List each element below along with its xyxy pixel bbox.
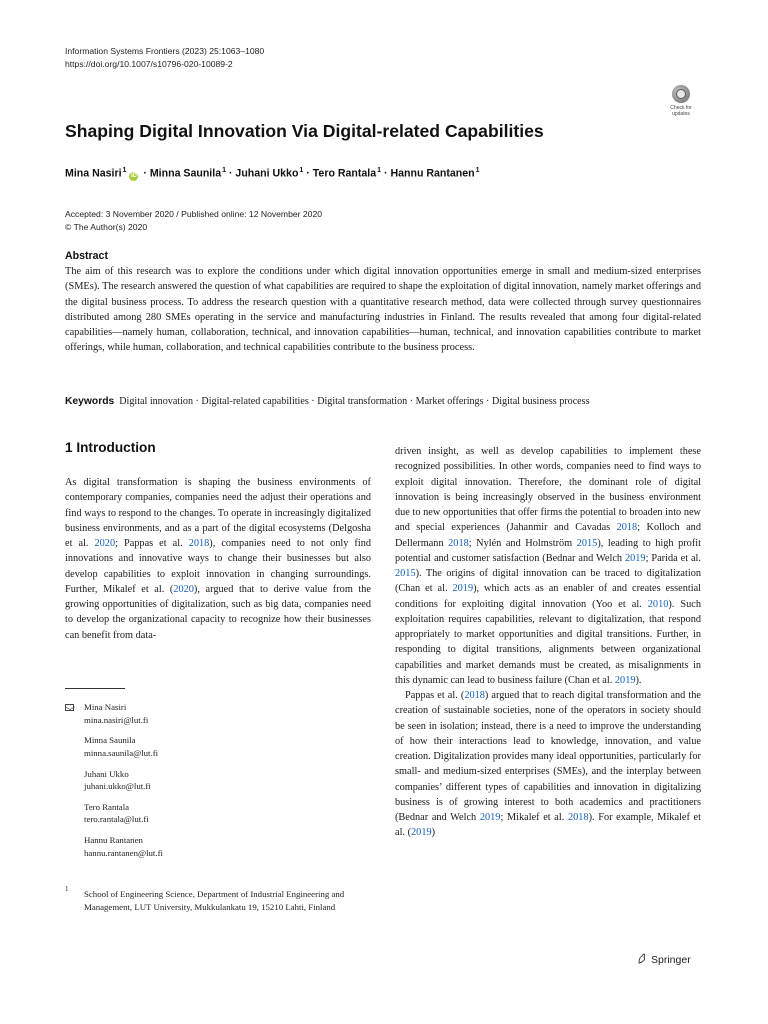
abstract-heading: Abstract xyxy=(65,250,108,262)
doi-link[interactable]: https://doi.org/10.1007/s10796-020-10089-2 xyxy=(65,59,233,69)
springer-horse-icon xyxy=(637,953,647,964)
publisher-name: Springer xyxy=(651,954,691,966)
journal-header xyxy=(65,45,264,71)
contact-email[interactable]: juhani.ukko@lut.fi xyxy=(84,781,151,792)
author-affil-marker: 1 xyxy=(222,167,226,174)
contact-entry xyxy=(84,701,163,726)
citation-link[interactable]: 2019 xyxy=(624,552,646,564)
copyright-line: © The Author(s) 2020 xyxy=(65,221,148,232)
citation-link[interactable]: 2015 xyxy=(395,568,416,579)
author-list: Mina Nasiri$^1$iD · Minna Saunila$^1$ · Juhani Ukko$^1$ · Tero Rantala$^1$ · Hannu Rantanen$^1$ xyxy=(65,167,480,180)
citation-link[interactable]: 2018 xyxy=(188,538,210,549)
citation-link[interactable]: 2010 xyxy=(647,598,669,610)
author-name: Mina Nasiri xyxy=(65,167,122,180)
body-text: ), leading to high profit potential and customer satisfaction (Bednar and Welch xyxy=(395,537,701,564)
contact-name: Minna Saunila xyxy=(84,735,136,746)
contact-email[interactable]: minna.saunila@lut.fi xyxy=(84,747,159,758)
intro-paragraph xyxy=(395,688,701,841)
citation-link[interactable]: 2018 xyxy=(567,812,589,823)
paper-title: Shaping Digital Innovation Via Digital-related Capabilities xyxy=(65,121,544,141)
contact-entry xyxy=(84,801,163,826)
contact-email[interactable]: hannu.rantanen@lut.fi xyxy=(84,847,163,858)
body-text: ) xyxy=(431,827,436,839)
body-text: As digital transformation is shaping the business environments of contemporary companies, companies need the adjust their operations and find ways to respond to the changes. To operate in increasingly digitalized business environments, and as a part of the digital ecosystems (Delgosha et al. xyxy=(65,477,371,549)
contact-entry xyxy=(84,768,163,793)
footnote-rule xyxy=(65,688,125,689)
section-heading: 1 Introduction xyxy=(65,440,156,455)
keyword: Digital-related capabilities xyxy=(201,396,309,407)
body-text: Pappas et al. ( xyxy=(405,690,465,701)
body-text: ), argued that to derive value from the growing opportunities of digitalization, such as big data, companies need to develop the organizational capacity to recognize how their businesses can benefit from data- xyxy=(65,583,372,641)
keyword: Digital innovation xyxy=(119,396,193,407)
author-name: Juhani Ukko xyxy=(235,167,299,180)
affiliation-number: 1 xyxy=(65,885,69,893)
affiliation-text: School of Engineering Science, Department of Industrial Engineering and Management, LUT University, Mukkulankatu 19, 15210 Lahti, Finland xyxy=(84,889,345,912)
accepted-date: Accepted: 3 November 2020 / Published online: 12 November 2020 xyxy=(65,209,323,219)
citation-link[interactable]: 2019 xyxy=(614,674,636,686)
contact-name: Hannu Rantanen xyxy=(84,835,143,846)
body-text: ; Parida et al. xyxy=(645,552,701,564)
body-text: ; Pappas et al. xyxy=(115,538,189,549)
citation-link[interactable]: 2018 xyxy=(448,537,469,549)
contact-entry xyxy=(84,734,163,759)
author-name: Hannu Rantanen xyxy=(390,167,475,180)
citation-link[interactable]: 2018 xyxy=(464,690,485,701)
citation-link[interactable]: 2019 xyxy=(479,812,501,823)
citation-link[interactable]: 2019 xyxy=(452,583,474,595)
check-for-updates-badge[interactable] xyxy=(666,85,696,122)
body-text: ; Kolloch and Dellermann xyxy=(395,522,701,549)
body-text: ), which acts as an enabler of and creates essential conditions for exploiting digital innovation (Yoo et al. xyxy=(395,583,702,610)
publication-dates xyxy=(65,208,322,233)
author-affil-marker: 1 xyxy=(122,167,127,174)
body-text: ; Mikalef et al. xyxy=(500,812,568,823)
body-text: ). xyxy=(635,674,642,686)
author-affil-marker: 1 xyxy=(475,167,480,174)
author-name: Minna Saunila xyxy=(149,167,222,180)
body-text: ; Nylén and Holmström xyxy=(468,537,577,549)
envelope-icon xyxy=(65,704,74,711)
contact-email[interactable]: mina.nasiri@lut.fi xyxy=(84,714,149,725)
keyword: Digital transformation xyxy=(317,396,408,407)
body-text: driven insight, as well as develop capabilities to implement these recognized possibilities. In other words, companies need to find ways to exploit digital innovation. Therefore, the dominant role of digital innovation is being increasingly observed in the business environment due to new opportunities that offer firms the potential to broaden into new and special experiences (Jahanmir and Cavadas xyxy=(395,446,701,534)
citation-link[interactable]: 2020 xyxy=(94,538,116,549)
author-name: Tero Rantala xyxy=(312,167,377,180)
author-affil-marker: 1 xyxy=(299,167,304,174)
keywords-label: Keywords xyxy=(65,396,115,407)
contact-name: Tero Rantala xyxy=(84,801,130,812)
badge-label: Check for updates xyxy=(670,105,692,117)
keyword: Market offerings xyxy=(415,396,484,407)
intro-paragraph xyxy=(395,444,701,688)
orcid-icon[interactable]: iD xyxy=(130,172,137,179)
body-text: ). Such exploitation requires capabilities, relevant to digitalization, that respond appropriately to market opportunities and digital transitions. Further, in responding to digital transitions, alignments between organizational capabilities and market demands must be created, as misalignments in this dynamic can lead to business failure (Chan et al. xyxy=(395,598,701,686)
contact-entry xyxy=(84,834,163,859)
left-column xyxy=(65,475,371,643)
body-text: ) argued that to reach digital transformation and the creation of sustainable societies, none of the operators in society should be seen in isolation; instead, there is a need to improve the understanding of how their interactions lead to knowledge, innovation, and value creation. Digitalization provides many ideal opportunities, particularly for small- and medium-sized enterprises (SMEs), and the interplay between companies’ different types of capabilities and innovation in digitalizing business is of growing interest to both academics and practitioners (Bednar and Welch xyxy=(395,690,701,823)
right-column xyxy=(395,444,701,841)
citation-link[interactable]: 2018 xyxy=(616,522,638,534)
author-contacts xyxy=(84,701,163,867)
body-text: ). The origins of digital innovation can be traced to digitalization (Chan et al. xyxy=(395,568,701,595)
publisher-footer xyxy=(637,953,691,966)
body-text: ). For example, Mikalef et al. ( xyxy=(395,812,701,839)
keyword: Digital business process xyxy=(491,396,590,407)
body-text: ), companies need to not only find innovations and innovative ways to change their businesses but also develop capabilities to exploit innovation in changing surroundings. Further, Mikalef et al. ( xyxy=(65,538,371,595)
citation-link[interactable]: 2020 xyxy=(173,583,194,595)
abstract-text: The aim of this research was to explore the conditions under which digital innovation opportunities emerge in small and medium-sized enterprises (SMEs). The research answered the question of what capabilities are required to shape the exploitation of digital innovation, namely market offerings and the digital business process. To address the research question with a quantitative research method, data were collected through survey questionnaires distributed among 280 SMEs operating in the service and manufacturing industries in Finland. The results revealed that among four digital-related capabilities—namely human, collaboration, technical, and innovation capabilities—human, technical, and innovation capabilities contribute to market offerings, while human, collaboration, and technical capabilities contribute to the business process. xyxy=(65,266,701,354)
author-affil-marker: 1 xyxy=(377,167,382,174)
keywords-line: Keywords Digital innovation · Digital-related capabilities · Digital transformation · Market offerings · Digital business process xyxy=(65,396,590,407)
contact-name: Mina Nasiri xyxy=(84,702,127,712)
intro-paragraph xyxy=(65,475,371,643)
contact-email[interactable]: tero.rantala@lut.fi xyxy=(84,814,149,825)
check-updates-icon xyxy=(672,85,690,103)
citation-link[interactable]: 2019 xyxy=(411,827,432,839)
journal-citation: Information Systems Frontiers (2023) 25:1063–1080 xyxy=(65,46,265,56)
contact-name: Juhani Ukko xyxy=(84,768,129,779)
citation-link[interactable]: 2015 xyxy=(576,537,598,549)
